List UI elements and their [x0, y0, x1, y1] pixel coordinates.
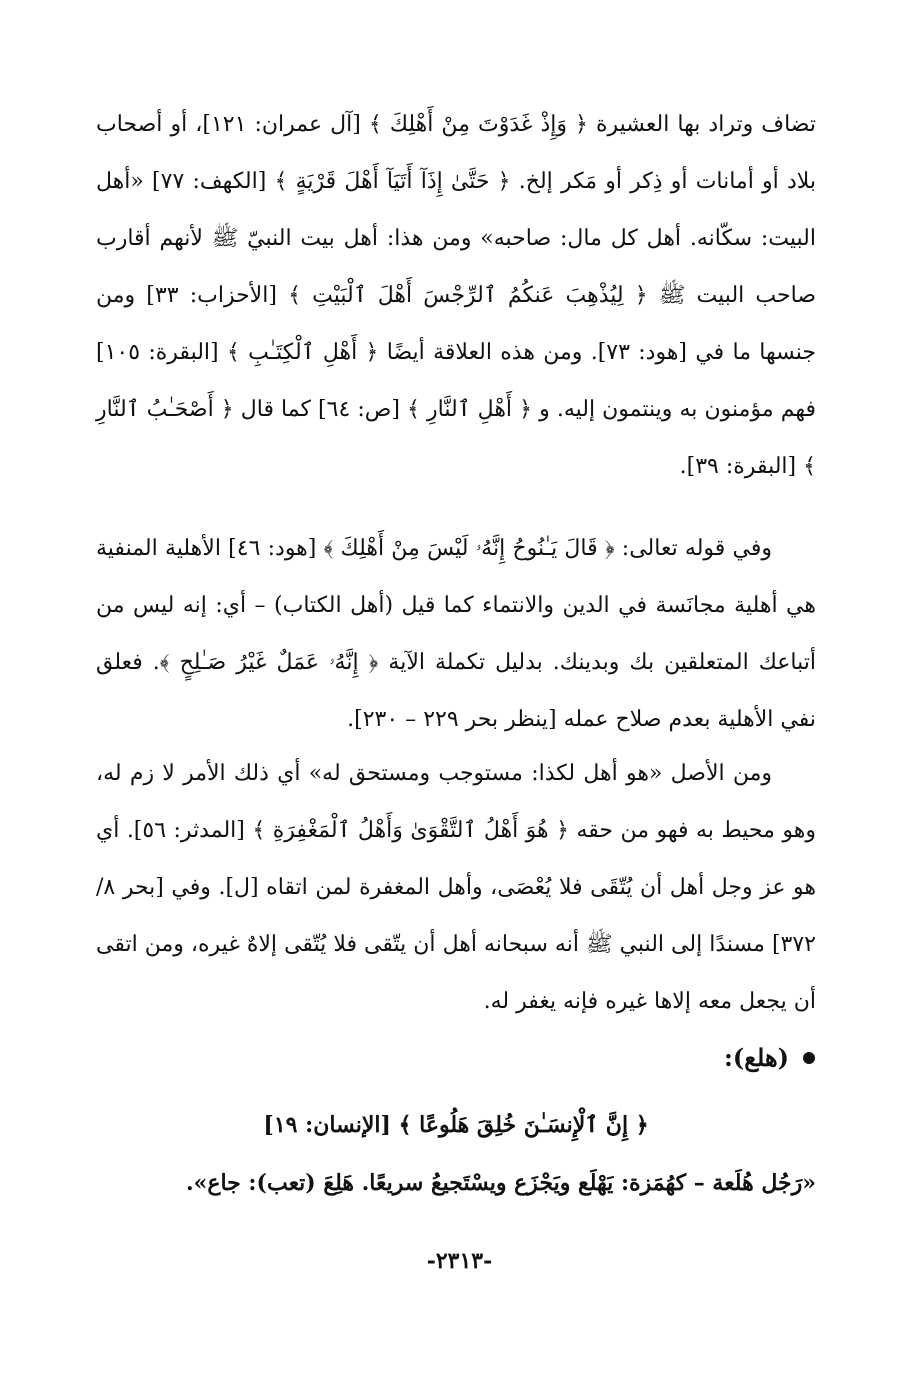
paragraph: تضاف وتراد بها العشيرة ﴿ وَإِذْ غَدَوْتَ مِنْ أَهْلِكَ ﴾ [آل عمران: ١٢١]، أو أصحاب بلاد أو أمانات أو ذِكر أو مَكر إلخ. ﴿ حَتَّىٰ إِذَآ أَتَيَآ أَهْلَ قَرْيَةٍ ﴾ [الكهف: ٧٧] «أهل البيت: سكّانه. أهل كل مال: صاحبه» ومن هذا: أهل بيت النبيّ ﷺ لأنهم أقارب صاحب البيت ﷺ ﴿ لِيُذْهِبَ عَنكُمُ ٱلرِّجْسَ أَهْلَ ٱلْبَيْتِ ﴾ [الأحزاب: ٣٣] ومن جنسها ما في [هود: ٧٣]. ومن هذه العلاقة أيضًا ﴿ أَهْلِ ٱلْكِتَـٰبِ ﴾ [البقرة: ١٠٥] فهم مؤمنون به وينتمون إليه. و ﴿ أَهْلِ ٱلنَّارِ ﴾ [ص: ٦٤] كما قال ﴿ أَصْحَـٰبُ ٱلنَّارِ ﴾ [البقرة: ٣٩].: [96, 112, 816, 479]
section-heading-text: (هلع):: [724, 1043, 789, 1072]
paragraph: ومن الأصل «هو أهل لكذا: مستوجب ومستحق له» أي ذلك الأمر لا زم له، وهو محيط به فهو من حقه ﴿ هُوَ أَهْلُ ٱلتَّقْوَىٰ وَأَهْلُ ٱلْمَغْفِرَةِ ﴾ [المدثر: ٥٦]. أي هو عز وجل أهل أن يُتّقَى فلا يُعْصَى، وأهل المغفرة لمن اتقاه [ل]. وفي [بحر ٨/ ٣٧٢] مسندًا إلى النبي ﷺ أنه سبحانه أهل أن يتّقى فلا يُتّقى إلاهٌ غيره، ومن اتقى أن يجعل معه إلاها غيره فإنه يغفر له.: [96, 761, 816, 1014]
paragraph-1-block: [96, 96, 816, 495]
paragraph-3-block: [96, 745, 816, 1030]
page-number: -٢٣١٣-: [426, 1248, 493, 1274]
section-heading: [724, 1038, 815, 1078]
definition-line: «رَجُل هُلَعة – كهُمَزة: يَهْلَع ويَجْزَع ويسْتَجيعُ سريعًا. هَلِعَ (تعب): جاع».: [185, 1170, 816, 1196]
quran-verse: ﴿ إِنَّ ٱلْإِنسَـٰنَ خُلِقَ هَلُوعًا ﴾ [الإنسان: ١٩]: [263, 1112, 649, 1138]
paragraph-2-block: [96, 520, 816, 748]
bullet-icon: [803, 1052, 815, 1064]
paragraph: وفي قوله تعالى: ﴿ قَالَ يَـٰنُوحُ إِنَّهُۥ لَيْسَ مِنْ أَهْلِكَ ﴾ [هود: ٤٦] الأهلية المنفية هي أهلية مجانَسة في الدين والانتماء كما قيل (أهل الكتاب) – أي: إنه ليس من أتباعك المتعلقين بك وبدينك. بدليل تكملة الآية ﴿ إِنَّهُۥ عَمَلٌ غَيْرُ صَـٰلِحٍ ﴾. فعلق نفي الأهلية بعدم صلاح عمله [ينظر بحر ٢٢٩ – ٢٣٠].: [96, 536, 816, 732]
